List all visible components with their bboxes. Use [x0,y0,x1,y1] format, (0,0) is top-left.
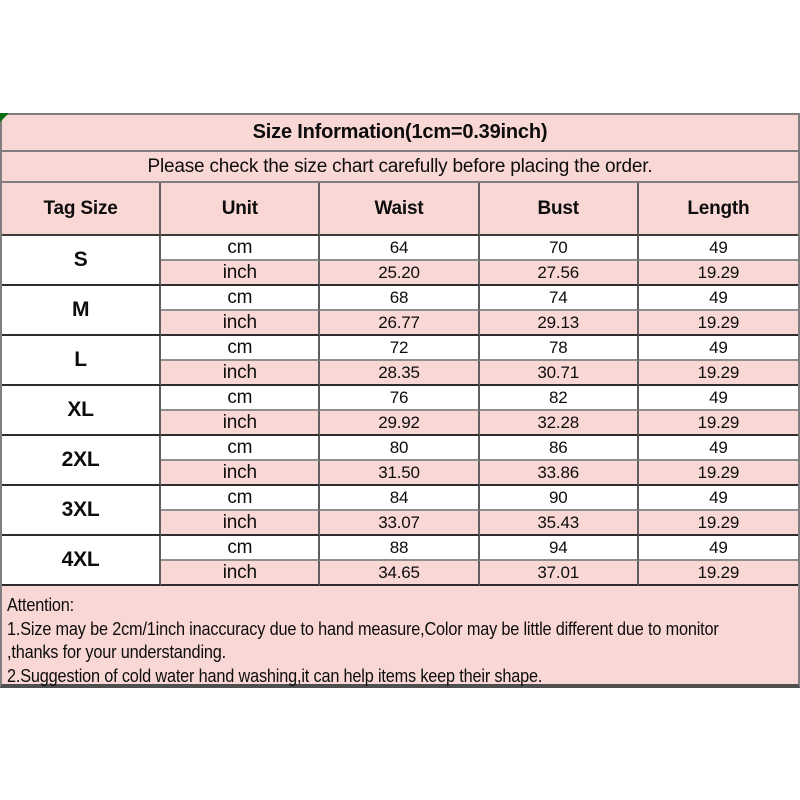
unit-inch-cell: inch [161,261,320,286]
unit-inch-cell: inch [161,561,320,586]
column-header-length: Length [639,183,798,236]
size-tag-cell: 4XL [2,536,161,586]
waist-inch-cell: 31.50 [320,461,479,486]
waist-inch-cell: 29.92 [320,411,479,436]
bust-inch-cell: 29.13 [480,311,639,336]
length-inch-cell: 19.29 [639,411,798,436]
bust-inch-cell: 35.43 [480,511,639,536]
unit-inch-cell: inch [161,311,320,336]
length-inch-cell: 19.29 [639,311,798,336]
attention-notes [2,586,798,684]
waist-inch-cell: 26.77 [320,311,479,336]
size-tag-cell: S [2,236,161,286]
bust-cm-cell: 74 [480,286,639,311]
size-tag-cell: 2XL [2,436,161,486]
length-cm-cell: 49 [639,486,798,511]
table-title: Size Information(1cm=0.39inch) [2,115,798,152]
unit-inch-cell: inch [161,411,320,436]
unit-cm-cell: cm [161,236,320,261]
waist-inch-cell: 28.35 [320,361,479,386]
waist-cm-cell: 68 [320,286,479,311]
length-inch-cell: 19.29 [639,361,798,386]
waist-cm-cell: 76 [320,386,479,411]
waist-cm-cell: 64 [320,236,479,261]
bust-cm-cell: 86 [480,436,639,461]
waist-cm-cell: 88 [320,536,479,561]
unit-inch-cell: inch [161,461,320,486]
waist-cm-cell: 80 [320,436,479,461]
waist-inch-cell: 34.65 [320,561,479,586]
waist-cm-cell: 84 [320,486,479,511]
length-cm-cell: 49 [639,286,798,311]
unit-cm-cell: cm [161,536,320,561]
size-tag-cell: 3XL [2,486,161,536]
column-header-tag-size: Tag Size [2,183,161,236]
bust-inch-cell: 37.01 [480,561,639,586]
length-inch-cell: 19.29 [639,261,798,286]
unit-cm-cell: cm [161,386,320,411]
unit-cm-cell: cm [161,486,320,511]
size-table [2,115,798,586]
waist-cm-cell: 72 [320,336,479,361]
length-cm-cell: 49 [639,536,798,561]
length-inch-cell: 19.29 [639,511,798,536]
attention-line-3: 2.Suggestion of cold water hand washing,it can help items keep their shape. [7,664,543,686]
unit-cm-cell: cm [161,286,320,311]
bust-cm-cell: 70 [480,236,639,261]
size-tag-cell: XL [2,386,161,436]
attention-line-2: ,thanks for your understanding. [7,641,226,662]
column-header-waist: Waist [320,183,479,236]
column-header-bust: Bust [480,183,639,236]
size-chart [0,113,800,688]
attention-line-1: 1.Size may be 2cm/1inch inaccuracy due to hand measure,Color may be little different due to monitor [7,617,719,639]
length-cm-cell: 49 [639,236,798,261]
unit-inch-cell: inch [161,511,320,536]
bust-inch-cell: 27.56 [480,261,639,286]
bust-cm-cell: 82 [480,386,639,411]
size-tag-cell: M [2,286,161,336]
unit-inch-cell: inch [161,361,320,386]
waist-inch-cell: 25.20 [320,261,479,286]
length-inch-cell: 19.29 [639,461,798,486]
bust-cm-cell: 90 [480,486,639,511]
length-cm-cell: 49 [639,336,798,361]
bust-inch-cell: 30.71 [480,361,639,386]
length-cm-cell: 49 [639,436,798,461]
table-subtitle: Please check the size chart carefully before placing the order. [2,152,798,183]
bust-inch-cell: 32.28 [480,411,639,436]
unit-cm-cell: cm [161,436,320,461]
bust-inch-cell: 33.86 [480,461,639,486]
length-cm-cell: 49 [639,386,798,411]
attention-heading: Attention: [7,594,75,615]
bust-cm-cell: 78 [480,336,639,361]
length-inch-cell: 19.29 [639,561,798,586]
size-tag-cell: L [2,336,161,386]
unit-cm-cell: cm [161,336,320,361]
column-header-unit: Unit [161,183,320,236]
bust-cm-cell: 94 [480,536,639,561]
waist-inch-cell: 33.07 [320,511,479,536]
